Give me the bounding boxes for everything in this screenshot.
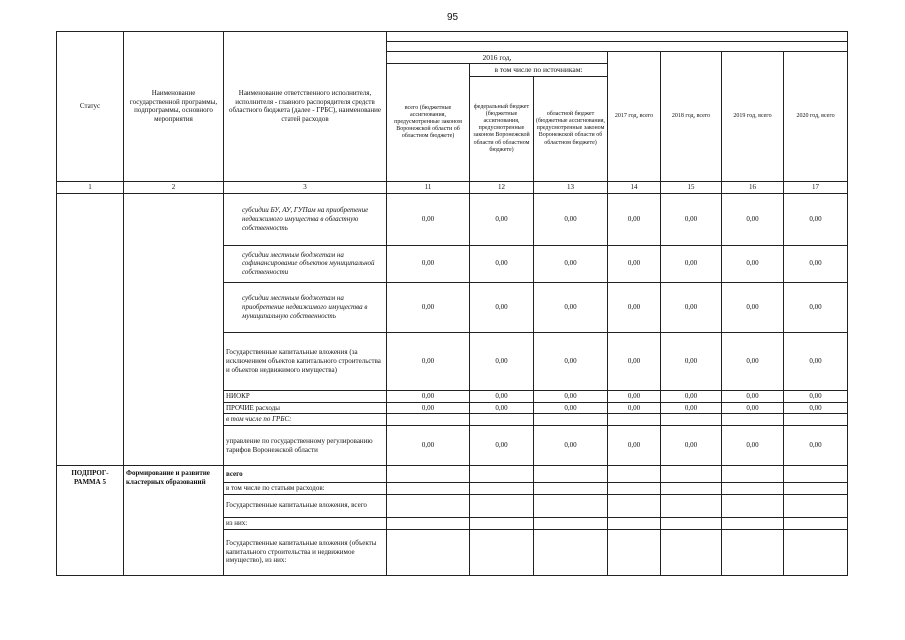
value-cell: 0,00 [661, 282, 722, 332]
col-num: 13 [534, 181, 608, 193]
col-num: 3 [224, 181, 387, 193]
value-cell: 0,00 [722, 245, 784, 282]
header-federal: федеральный бюджет (бюджетные ассигнования, предусмотренные законом Воронежской области об областном бюджете) [470, 76, 534, 181]
value-cell: 0,00 [470, 426, 534, 466]
value-cell: 0,00 [722, 282, 784, 332]
value-cell: 0,00 [470, 282, 534, 332]
value-cell: 0,00 [784, 245, 848, 282]
header-2018: 2018 год, всего [661, 52, 722, 182]
value-cell: 0,00 [661, 245, 722, 282]
value-cell: 0,00 [470, 193, 534, 245]
value-cell: 0,00 [661, 390, 722, 402]
value-cell [722, 414, 784, 426]
value-cell: 0,00 [784, 426, 848, 466]
value-cell: 0,00 [387, 193, 470, 245]
value-cell: 0,00 [608, 193, 661, 245]
header-total-2016: всего (бюджетные ассигнования, предусмотренные законом Воронежской области об областном бюджете) [387, 64, 470, 181]
value-cell: 0,00 [534, 332, 608, 390]
table-row [57, 466, 848, 483]
column-numbers-row [57, 181, 848, 193]
value-cell: 0,00 [534, 282, 608, 332]
value-cell: 0,00 [387, 390, 470, 402]
col-num: 14 [608, 181, 661, 193]
row-label: субсидии БУ, АУ, ГУПам на приобретение недвижимого имущества в областную собственность [224, 193, 387, 245]
row-label: субсидии местным бюджетам на приобретение недвижимого имущества в муниципальную собственность [224, 282, 387, 332]
col-num: 16 [722, 181, 784, 193]
value-cell [784, 414, 848, 426]
value-cell: 0,00 [661, 402, 722, 414]
header-regional: областной бюджет (бюджетные ассигнования, предусмотренные законом Воронежской области об областном бюджете) [534, 76, 608, 181]
program-cell-empty [124, 193, 224, 465]
header-executor: Наименование ответственного исполнителя, исполнителя - главного распорядителя средств областного бюджета (далее - ГРБС), наименование статей расходов [224, 32, 387, 182]
value-cell: 0,00 [387, 245, 470, 282]
value-cell: 0,00 [534, 390, 608, 402]
value-cell: 0,00 [608, 245, 661, 282]
value-cell [534, 414, 608, 426]
header-blank-row [387, 32, 848, 42]
header-year-2016: 2016 год, [387, 52, 608, 64]
row-label: Государственные капитальные вложения (за исключением объектов капитального строительства и объектов недвижимого имущества) [224, 332, 387, 390]
value-cell [387, 414, 470, 426]
col-num: 11 [387, 181, 470, 193]
row-label: всего [224, 466, 387, 483]
col-num: 2 [124, 181, 224, 193]
value-cell: 0,00 [661, 426, 722, 466]
value-cell: 0,00 [470, 390, 534, 402]
page-number: 95 [446, 12, 459, 23]
value-cell: 0,00 [784, 332, 848, 390]
table-row [57, 193, 848, 245]
value-cell: 0,00 [470, 245, 534, 282]
value-cell [661, 414, 722, 426]
budget-table [56, 31, 848, 576]
row-label: управление по государственному регулированию тарифов Воронежской области [224, 426, 387, 466]
row-label: НИОКР [224, 390, 387, 402]
value-cell: 0,00 [784, 193, 848, 245]
value-cell [470, 414, 534, 426]
row-label: из них: [224, 517, 387, 529]
value-cell: 0,00 [470, 332, 534, 390]
header-by-sources: в том числе по источникам: [470, 64, 608, 76]
header-2017: 2017 год, всего [608, 52, 661, 182]
subprogram-name: Формирование и развитие кластерных образований [124, 466, 224, 576]
col-num: 12 [470, 181, 534, 193]
value-cell: 0,00 [387, 426, 470, 466]
value-cell: 0,00 [722, 332, 784, 390]
value-cell: 0,00 [608, 426, 661, 466]
row-label: Государственные капитальные вложения (объекты капитального строительства и недвижимое имущество), из них: [224, 529, 387, 575]
value-cell: 0,00 [722, 426, 784, 466]
value-cell: 0,00 [534, 402, 608, 414]
value-cell: 0,00 [784, 390, 848, 402]
value-cell: 0,00 [534, 426, 608, 466]
value-cell: 0,00 [661, 332, 722, 390]
col-num: 15 [661, 181, 722, 193]
value-cell: 0,00 [608, 390, 661, 402]
subprogram-status: ПОДПРОГ-РАММА 5 [57, 466, 124, 576]
value-cell: 0,00 [661, 193, 722, 245]
value-cell: 0,00 [608, 402, 661, 414]
row-label: субсидии местным бюджетам на софинансирование объектов муниципальной собственности [224, 245, 387, 282]
value-cell: 0,00 [608, 332, 661, 390]
header-status: Статус [57, 32, 124, 182]
value-cell: 0,00 [387, 282, 470, 332]
row-label: ПРОЧИЕ расходы [224, 402, 387, 414]
value-cell: 0,00 [722, 402, 784, 414]
header-2019: 2019 год, всего [722, 52, 784, 182]
value-cell: 0,00 [608, 282, 661, 332]
col-num: 17 [784, 181, 848, 193]
row-label: Государственные капитальные вложения, всего [224, 494, 387, 517]
value-cell: 0,00 [784, 402, 848, 414]
value-cell: 0,00 [722, 193, 784, 245]
col-num: 1 [57, 181, 124, 193]
value-cell: 0,00 [470, 402, 534, 414]
header-blank-row-2 [387, 42, 848, 52]
row-label: в том числе по ГРБС: [224, 414, 387, 426]
status-cell-empty [57, 193, 124, 465]
row-label: в том числе по статьям расходов: [224, 483, 387, 495]
value-cell: 0,00 [534, 245, 608, 282]
value-cell: 0,00 [534, 193, 608, 245]
value-cell: 0,00 [387, 402, 470, 414]
value-cell: 0,00 [387, 332, 470, 390]
header-2020: 2020 год, всего [784, 52, 848, 182]
value-cell [608, 414, 661, 426]
value-cell: 0,00 [722, 390, 784, 402]
value-cell: 0,00 [784, 282, 848, 332]
header-program-name: Наименование государственной программы, подпрограммы, основного мероприятия [124, 32, 224, 182]
